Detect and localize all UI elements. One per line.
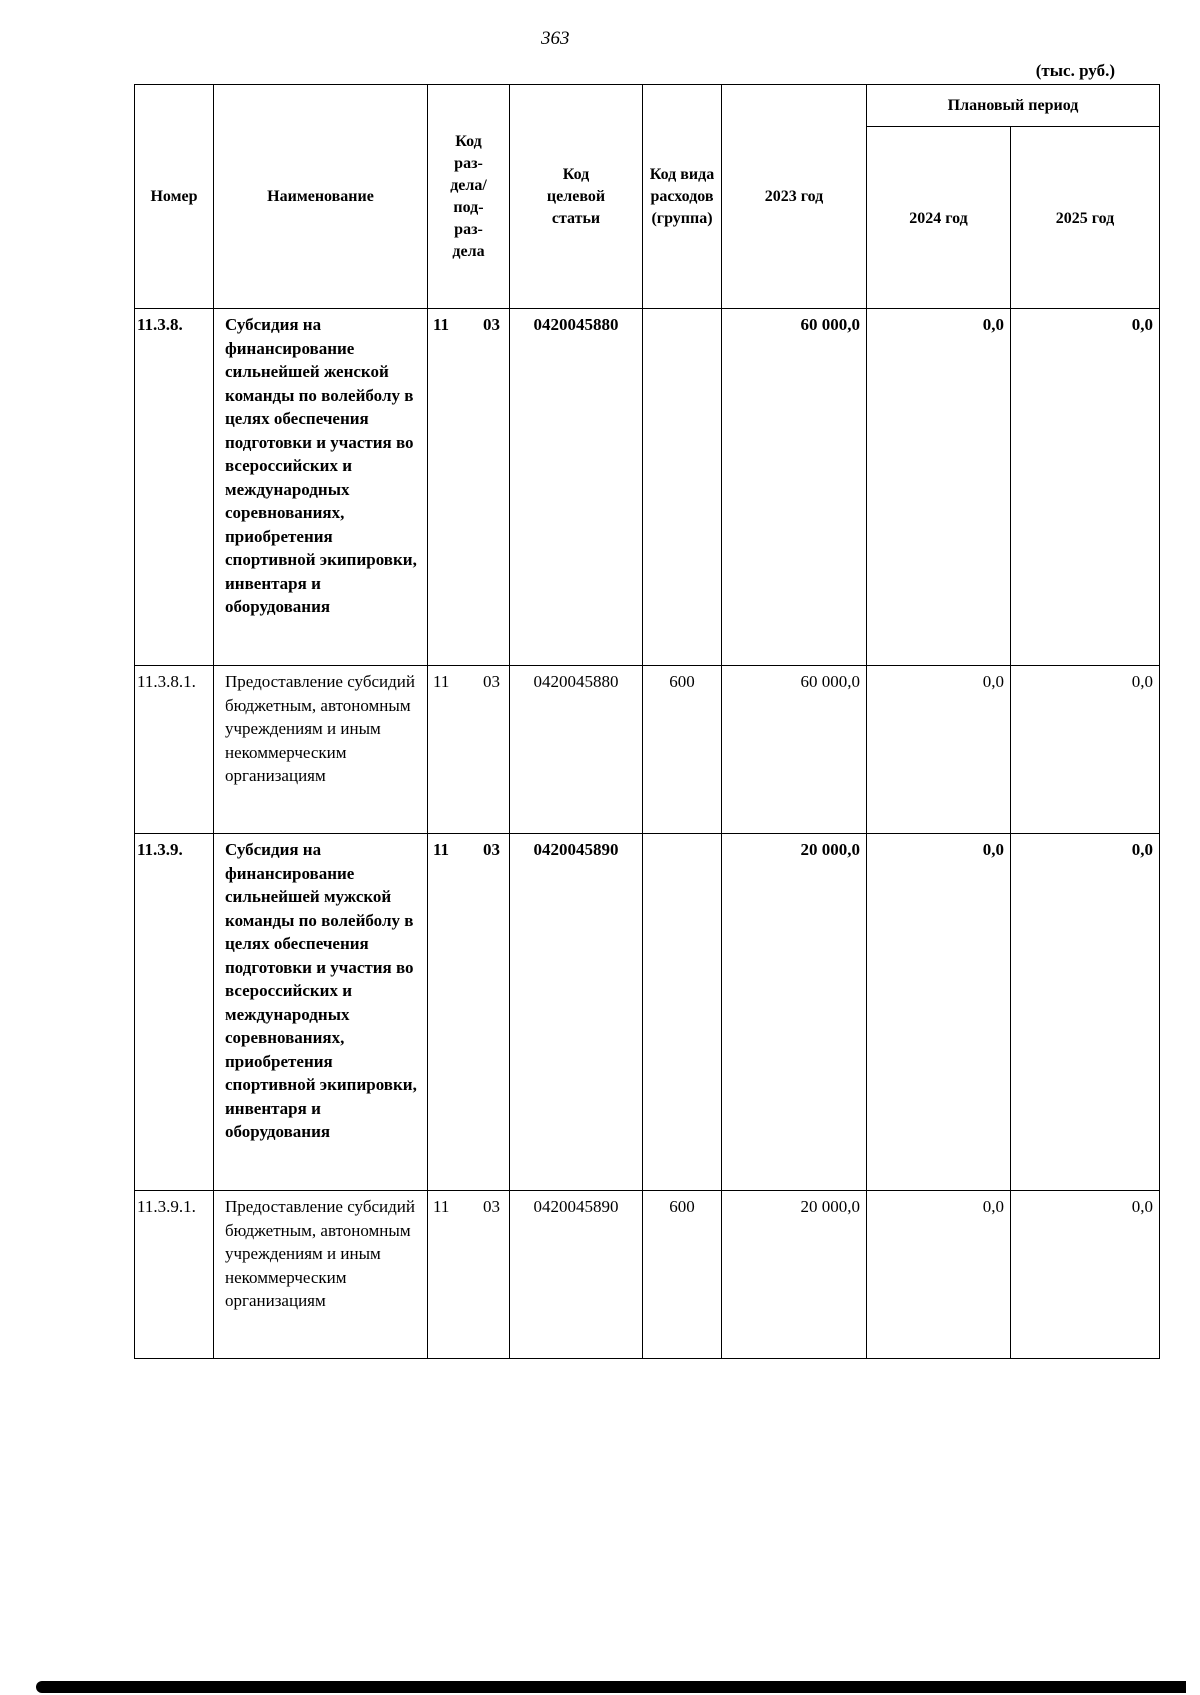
- row-expense-type: 600: [643, 1191, 722, 1359]
- row-amount-2023: 20 000,0: [722, 834, 867, 1191]
- table-row: [135, 309, 1160, 666]
- section-code: 11: [433, 840, 450, 859]
- row-number: 11.3.8.: [135, 309, 214, 666]
- row-target-code: 0420045890: [510, 1191, 643, 1359]
- header-year-2024: 2024 год: [867, 127, 1011, 309]
- row-amount-2025: 0,0: [1011, 666, 1160, 834]
- page-number: 363: [541, 28, 570, 49]
- row-amount-2024: 0,0: [867, 1191, 1011, 1359]
- row-amount-2024: 0,0: [867, 309, 1011, 666]
- subsection-code: 03: [483, 672, 500, 691]
- header-year-2023: 2023 год: [722, 85, 867, 309]
- row-target-code: 0420045890: [510, 834, 643, 1191]
- row-number: 11.3.9.1.: [135, 1191, 214, 1359]
- row-amount-2023: 60 000,0: [722, 666, 867, 834]
- row-target-code: 0420045880: [510, 666, 643, 834]
- row-amount-2025: 0,0: [1011, 309, 1160, 666]
- row-expense-type: 600: [643, 666, 722, 834]
- row-expense-type: [643, 309, 722, 666]
- row-target-code: 0420045880: [510, 309, 643, 666]
- subsection-code: 03: [483, 315, 500, 334]
- table-body: [135, 309, 1160, 1359]
- row-amount-2023: 20 000,0: [722, 1191, 867, 1359]
- row-section-code: [428, 834, 510, 1191]
- header-section: Код раз-дела/ под-раз-дела: [428, 85, 510, 309]
- row-amount-2025: 0,0: [1011, 834, 1160, 1191]
- row-amount-2023: 60 000,0: [722, 309, 867, 666]
- header-name: Наименование: [214, 85, 428, 309]
- row-name: Субсидия на финансирование сильнейшей женской команды по волейболу в целях обеспечения подготовки и участия во всероссийских и международных соревнованиях, приобретения спортивной экипировки, инвентаря и оборудования: [214, 309, 428, 666]
- header-year-2025: 2025 год: [1011, 127, 1160, 309]
- header-expense-type: Код вида расходов (группа): [643, 85, 722, 309]
- row-expense-type: [643, 834, 722, 1191]
- row-amount-2025: 0,0: [1011, 1191, 1160, 1359]
- row-section-code: [428, 309, 510, 666]
- row-section-code: [428, 1191, 510, 1359]
- table-row: [135, 666, 1160, 834]
- subsection-code: 03: [483, 840, 500, 859]
- row-amount-2024: 0,0: [867, 834, 1011, 1191]
- row-amount-2024: 0,0: [867, 666, 1011, 834]
- table-row: [135, 834, 1160, 1191]
- row-number: 11.3.8.1.: [135, 666, 214, 834]
- units-label: (тыс. руб.): [1035, 61, 1115, 80]
- row-name: Субсидия на финансирование сильнейшей мужской команды по волейболу в целях обеспечения подготовки и участия во всероссийских и международных соревнованиях, приобретения спортивной экипировки, инвентаря и оборудования: [214, 834, 428, 1191]
- subsection-code: 03: [483, 1197, 500, 1216]
- section-code: 11: [433, 672, 450, 691]
- header-number: Номер: [135, 85, 214, 309]
- row-number: 11.3.9.: [135, 834, 214, 1191]
- header-target: Код целевой статьи: [510, 85, 643, 309]
- row-name: Предоставление субсидий бюджетным, автономным учреждениям и иным некоммерческим организациям: [214, 666, 428, 834]
- budget-table: [134, 84, 1160, 1359]
- section-code: 11: [433, 1197, 450, 1216]
- row-section-code: [428, 666, 510, 834]
- header-planned-period: Плановый период: [867, 85, 1160, 127]
- table-row: [135, 1191, 1160, 1359]
- section-code: 11: [433, 315, 450, 334]
- page-bottom-rule: [36, 1681, 1186, 1693]
- row-name: Предоставление субсидий бюджетным, автономным учреждениям и иным некоммерческим организациям: [214, 1191, 428, 1359]
